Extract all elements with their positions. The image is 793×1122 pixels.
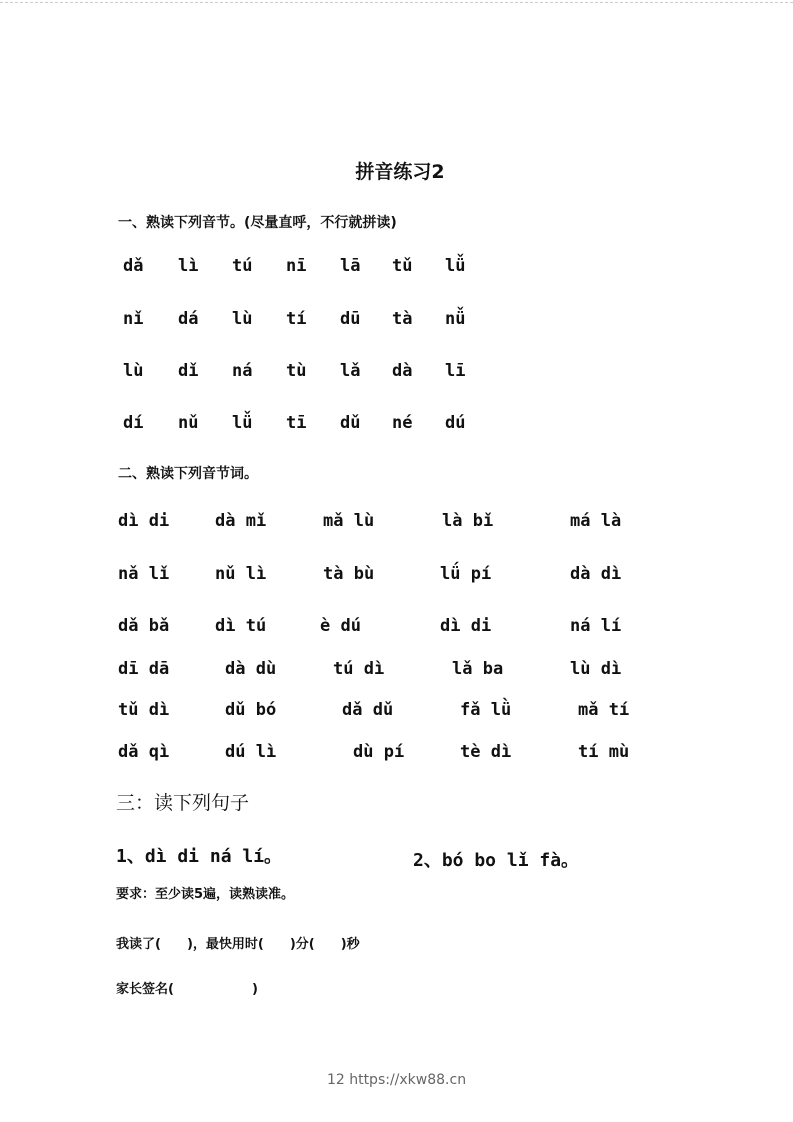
parent-signature: 家长签名( ) — [116, 982, 258, 997]
section1-heading: 一、熟读下列音节。(尽量直呼，不行就拼读) — [118, 215, 397, 231]
pinyin-word: dī dā — [118, 659, 170, 679]
section3-heading: 三：读下列句子 — [116, 792, 250, 814]
syllable: dí — [123, 413, 144, 433]
reading-record: 我读了( )，最快用时( )分( )秒 — [116, 937, 360, 952]
pinyin-word: tí mù — [578, 742, 630, 762]
syllable: dǎ — [123, 256, 144, 276]
syllable: lǚ — [445, 256, 466, 276]
pinyin-word: tú dì — [333, 659, 385, 679]
pinyin-word: dà mǐ — [215, 511, 267, 531]
syllable: lì — [178, 256, 199, 276]
syllable: lù — [123, 361, 144, 381]
requirement-text: 要求：至少读5遍，读熟读准。 — [116, 887, 295, 902]
pinyin-word: dǎ dǔ — [342, 700, 394, 720]
pinyin-word: tǔ dì — [118, 700, 170, 720]
pinyin-word: nǎ lǐ — [118, 564, 170, 584]
pinyin-word: dú lì — [225, 742, 277, 762]
pinyin-word: lǘ pí — [440, 564, 492, 584]
pinyin-word: fǎ lǜ — [460, 700, 512, 720]
syllable: lī — [445, 361, 466, 381]
section2-heading: 二、熟读下列音节词。 — [118, 466, 258, 482]
pinyin-word: è dú — [320, 616, 361, 636]
pinyin-word: lǎ ba — [452, 659, 504, 679]
syllable: dú — [445, 413, 466, 433]
pinyin-word: tè dì — [460, 742, 512, 762]
syllable: tù — [286, 361, 307, 381]
pinyin-word: mǎ lù — [323, 511, 375, 531]
syllable: tà — [392, 309, 413, 329]
pinyin-word: dǔ bó — [225, 700, 277, 720]
pinyin-word: dà dì — [570, 564, 622, 584]
syllable: dá — [178, 309, 199, 329]
page-title: 拼音练习2 — [355, 161, 445, 183]
syllable: tǔ — [392, 256, 413, 276]
sentence-1: 1、dì di ná lí。 — [116, 846, 283, 867]
pinyin-word: nǔ lì — [215, 564, 267, 584]
syllable: lā — [340, 256, 361, 276]
pinyin-word: dà dù — [225, 659, 277, 679]
syllable: nǔ — [178, 413, 199, 433]
syllable: nǐ — [123, 309, 144, 329]
pinyin-word: ná lí — [570, 616, 622, 636]
syllable: dǐ — [178, 361, 199, 381]
syllable: lǎ — [340, 361, 361, 381]
syllable: dà — [392, 361, 413, 381]
pinyin-word: mǎ tí — [578, 700, 630, 720]
syllable: tī — [286, 413, 307, 433]
pinyin-word: dù pí — [353, 742, 405, 762]
syllable: nǚ — [445, 309, 466, 329]
syllable: tí — [286, 309, 307, 329]
syllable: nī — [286, 256, 307, 276]
syllable: lǚ — [232, 413, 253, 433]
syllable: dū — [340, 309, 361, 329]
footer-watermark: 12 https://xkw88.cn — [326, 1072, 467, 1088]
syllable: né — [392, 413, 413, 433]
pinyin-word: là bǐ — [442, 511, 494, 531]
pinyin-word: dǎ qì — [118, 742, 170, 762]
syllable: ná — [232, 361, 253, 381]
syllable: dǔ — [340, 413, 361, 433]
scan-edge — [0, 2, 793, 4]
pinyin-word: dì di — [440, 616, 492, 636]
pinyin-word: dì di — [118, 511, 170, 531]
syllable: tú — [232, 256, 253, 276]
pinyin-word: dǎ bǎ — [118, 616, 170, 636]
pinyin-word: má là — [570, 511, 622, 531]
pinyin-word: tà bù — [323, 564, 375, 584]
pinyin-word: lù dì — [570, 659, 622, 679]
syllable: lù — [232, 309, 253, 329]
pinyin-word: dì tú — [215, 616, 267, 636]
sentence-2: 2、bó bo lǐ fà。 — [413, 850, 580, 871]
